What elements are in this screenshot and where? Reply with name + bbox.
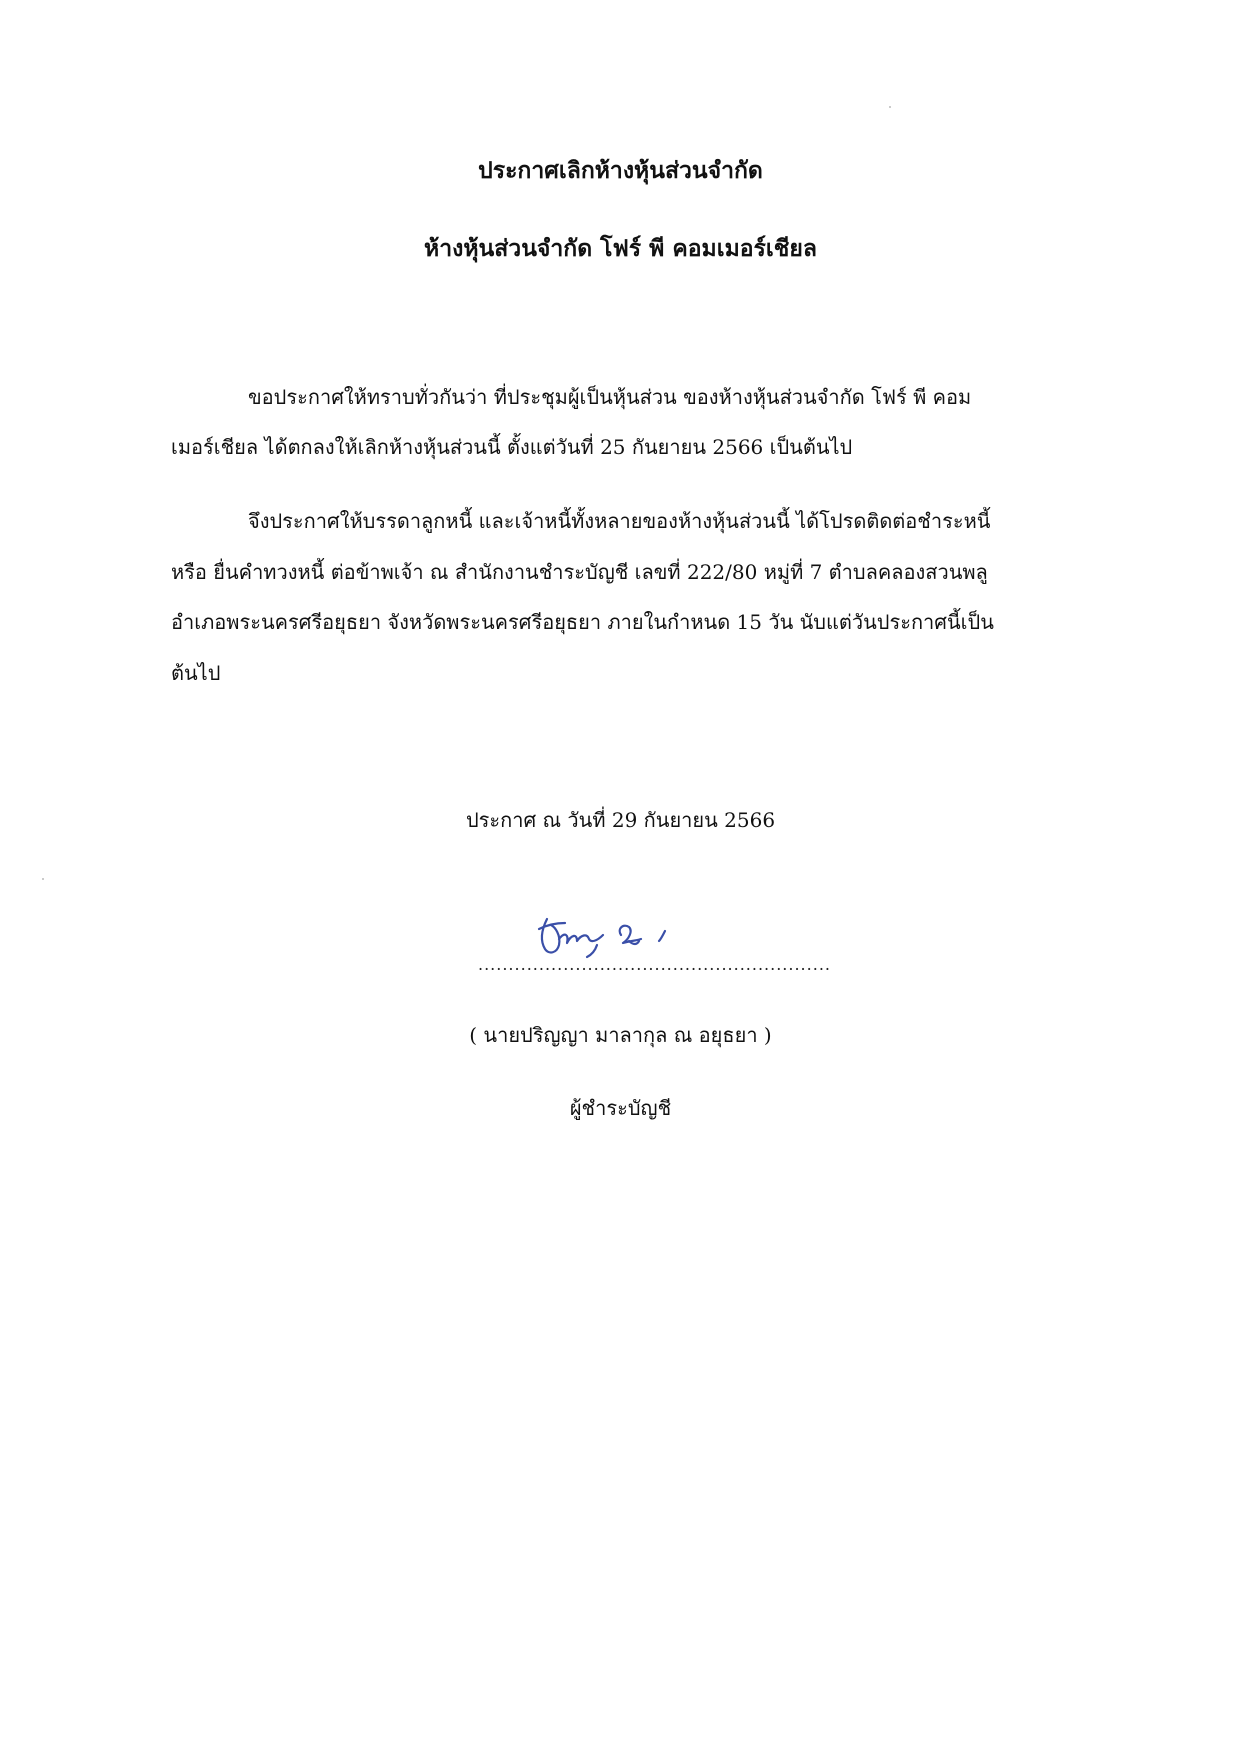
announcement-date: ประกาศ ณ วันที่ 29 กันยายน 2566 (465, 808, 776, 832)
signer-title: ผู้ชำระบัญชี (569, 1096, 672, 1120)
scan-speck (42, 878, 44, 880)
paragraph-line: อำเภอพระนครศรีอยุธยา จังหวัดพระนครศรีอยุธยา ภายในกำหนด 15 วัน นับแต่วันประกาศนี้เป็น (171, 610, 994, 634)
paragraph-line: หรือ ยื่นคำทวงหนี้ ต่อข้าพเจ้า ณ สำนักงานชำระบัญชี เลขที่ 222/80 หมู่ที่ 7 ตำบลคลองสวนพลู (171, 560, 988, 584)
scan-speck (889, 106, 891, 108)
company-name: ห้างหุ้นส่วนจำกัด โฟร์ พี คอมเมอร์เชียล (424, 235, 817, 262)
paragraph-line: ขอประกาศให้ทราบทั่วกันว่า ที่ประชุมผู้เป็นหุ้นส่วน ของห้างหุ้นส่วนจำกัด โฟร์ พี คอม (248, 385, 972, 409)
signature-line: .......................................................... (478, 955, 831, 974)
paragraph-line: ต้นไป (171, 661, 221, 685)
document-title: ประกาศเลิกห้างหุ้นส่วนจำกัด (478, 157, 763, 184)
paragraph-line: เมอร์เชียล ได้ตกลงให้เลิกห้างหุ้นส่วนนี้ ตั้งแต่วันที่ 25 กันยายน 2566 เป็นต้นไป (171, 435, 853, 459)
paragraph-line: จึงประกาศให้บรรดาลูกหนี้ และเจ้าหนี้ทั้งหลายของห้างหุ้นส่วนนี้ ได้โปรดติดต่อชำระหนี้ (248, 509, 991, 533)
signer-name: ( นายปริญญา มาลากุล ณ อยุธยา ) (469, 1023, 772, 1047)
